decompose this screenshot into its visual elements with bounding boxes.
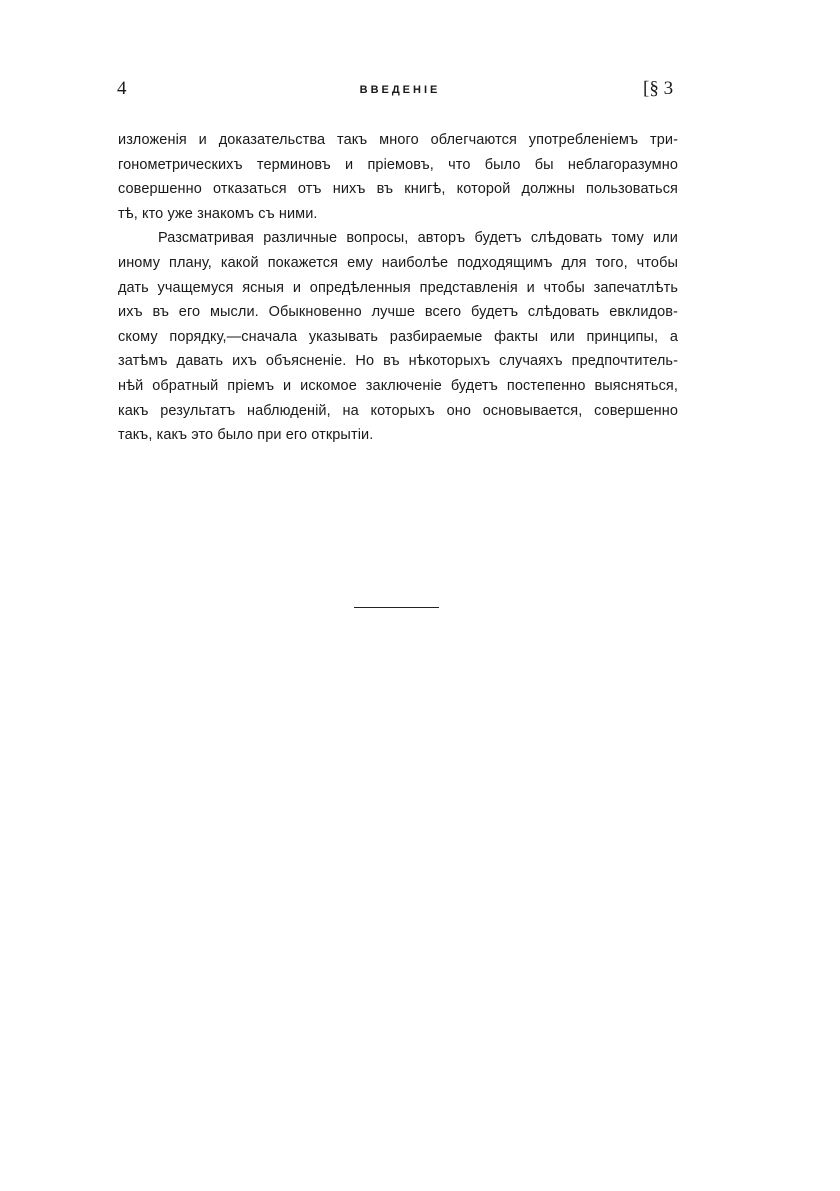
body-text	[118, 128, 678, 448]
text-line: Разсматривая различные вопросы, авторъ будетъ слѣдовать тому или	[158, 230, 678, 247]
text-line: гонометрическихъ терминовъ и пріемовъ, что было бы неблагоразумно	[118, 156, 678, 173]
text-line: изложенія и доказательства такъ много облегчаются употребленіемъ три-	[118, 132, 678, 148]
section-reference: [§ 3	[643, 78, 674, 99]
text-line: скому порядку,—сначала указывать разбираемые факты или принципы, а	[118, 328, 678, 345]
paragraph	[118, 128, 678, 226]
text-line: какъ результатъ наблюденій, на которыхъ оно основывается, совершенно	[118, 402, 678, 419]
text-line: дать учащемуся ясныя и опредѣленныя представленія и чтобы запечатлѣть	[118, 279, 678, 296]
running-title: ВВЕДЕНІЕ	[359, 84, 441, 96]
paragraph	[118, 226, 678, 447]
page-number: 4	[117, 78, 127, 99]
text-line: тѣ, кто уже знакомъ съ ними.	[118, 205, 318, 222]
text-line: нѣй обратный пріемъ и искомое заключеніе будетъ постепенно выясняться,	[118, 377, 678, 394]
text-line: затѣмъ давать ихъ объясненіе. Но въ нѣкоторыхъ случаяхъ предпочтитель-	[118, 353, 678, 370]
text-line: такъ, какъ это было при его открытіи.	[118, 427, 374, 444]
text-line: иному плану, какой покажется ему наиболѣе подходящимъ для того, чтобы	[118, 254, 678, 271]
text-line: ихъ въ его мысли. Обыкновенно лучше всего будетъ слѣдовать евклидов-	[118, 304, 678, 321]
text-line: совершенно отказаться отъ нихъ въ книгѣ, которой должны пользоваться	[118, 181, 678, 198]
section-end-rule	[354, 607, 439, 608]
